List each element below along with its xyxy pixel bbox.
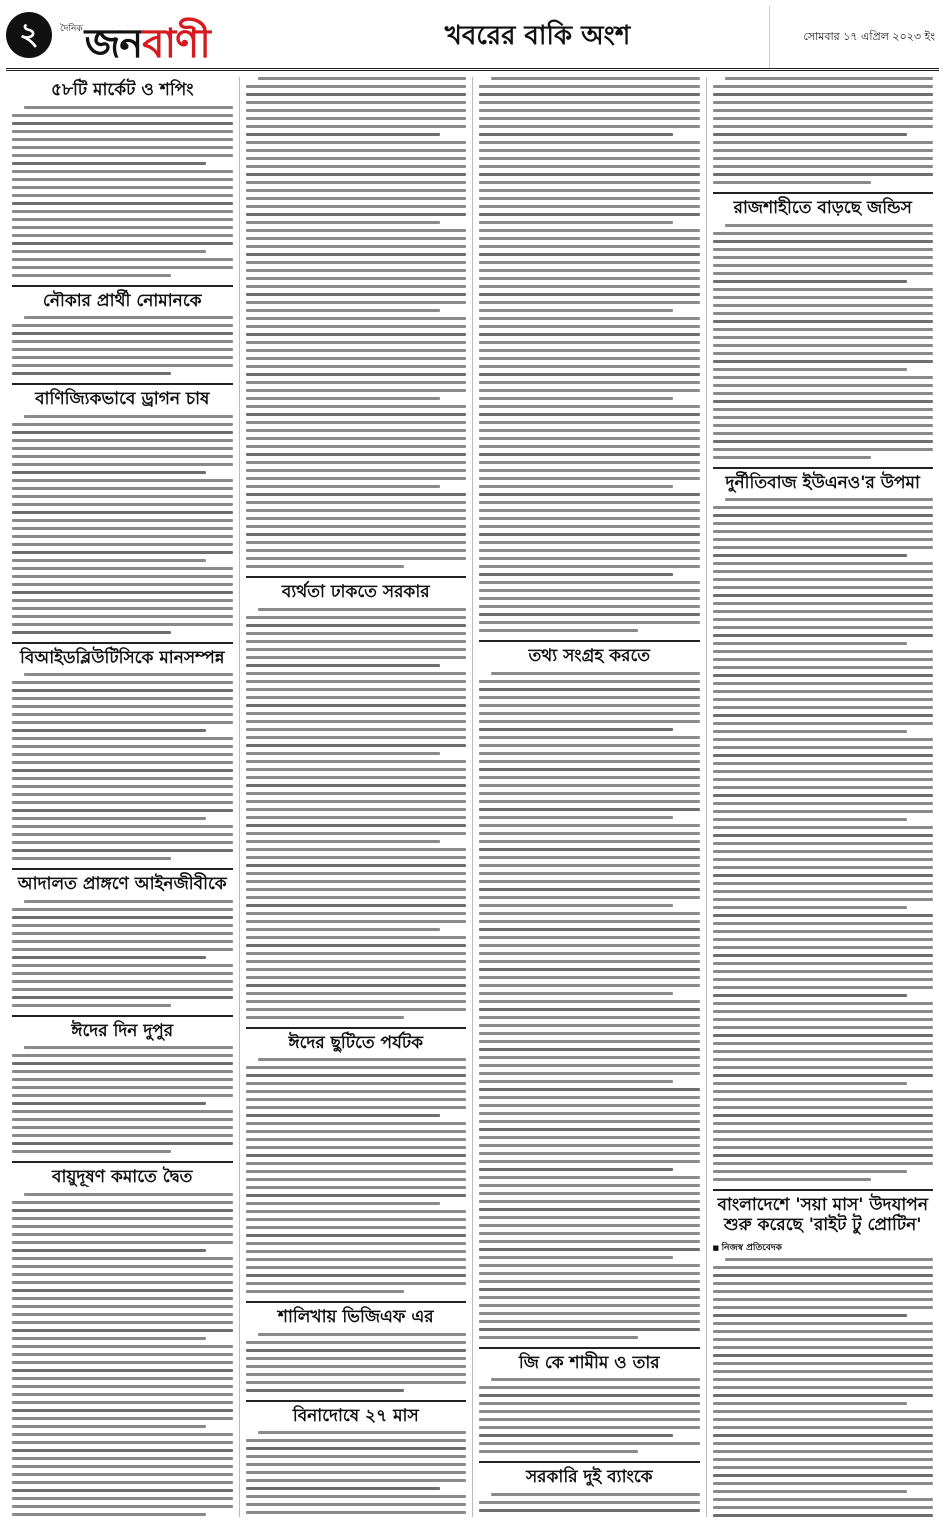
story-body-text — [12, 900, 233, 1007]
story-body-text — [479, 77, 700, 632]
news-story — [713, 77, 934, 184]
news-story — [12, 285, 233, 376]
story-body-text — [12, 1046, 233, 1153]
news-story — [12, 81, 233, 277]
story-headline: বায়ুদূষণ কমাতে দ্বৈত — [12, 1161, 233, 1188]
news-story — [479, 640, 700, 1339]
section-title — [306, 6, 769, 68]
story-headline: ঈদের ছুটিতে পর্যটক — [246, 1027, 467, 1054]
news-story — [713, 192, 934, 459]
story-headline: বাণিজ্যিকভাবে ড্রাগন চাষ — [12, 383, 233, 410]
news-story — [479, 1347, 700, 1454]
issue-date: সোমবার ১৭ এপ্রিল ২০২৩ ইং — [769, 6, 939, 68]
page-number-badge: ২ — [6, 12, 52, 58]
story-headline: ঈদের দিন দুপুর — [12, 1015, 233, 1042]
news-columns — [6, 77, 939, 1517]
news-story — [12, 1015, 233, 1154]
news-story — [12, 868, 233, 1007]
story-headline: শালিখায় ভিজিএফ এর — [246, 1301, 467, 1328]
story-body-text — [713, 224, 934, 459]
news-story — [713, 467, 934, 1182]
news-story — [246, 576, 467, 1019]
logo-text-part2: বাণী — [142, 20, 210, 67]
news-story — [479, 77, 700, 632]
story-headline: বিআইডব্লিউটিসিকে মানসম্পন্ন — [12, 642, 233, 669]
news-story — [713, 1189, 934, 1517]
story-headline: রাজশাহীতে বাড়ছে জন্ডিস — [713, 192, 934, 219]
story-body-text — [12, 316, 233, 375]
story-body-text — [713, 1258, 934, 1517]
story-headline: দুর্নীতিবাজ ইউএনও'র উপমা — [713, 467, 934, 494]
story-headline: সরকারি দুই ব্যাংকে — [479, 1461, 700, 1488]
news-story — [246, 1400, 467, 1517]
story-body-text — [246, 1431, 467, 1517]
column-3 — [473, 77, 707, 1517]
story-body-text — [246, 1333, 467, 1392]
news-story — [479, 1461, 700, 1517]
logo-text-part1: জন — [84, 20, 143, 67]
newspaper-logo — [60, 6, 210, 68]
story-headline: বাংলাদেশে 'সয়া মাস' উদযাপন শুরু করেছে 'রাইট টু প্রোটিন' — [713, 1189, 934, 1235]
story-body-text — [246, 77, 467, 568]
story-headline: বিনাদোষে ২৭ মাস — [246, 1400, 467, 1427]
news-story — [12, 642, 233, 861]
story-body-text — [12, 415, 233, 634]
story-body-text — [713, 77, 934, 184]
story-byline: ■ নিজস্ব প্রতিবেদক — [713, 1240, 934, 1255]
story-body-text — [12, 106, 233, 277]
story-headline: আদালত প্রাঙ্গণে আইনজীবীকে — [12, 868, 233, 895]
story-body-text — [12, 1193, 233, 1517]
section-title-text: খবরের বাকি অংশ — [435, 13, 640, 61]
story-headline: নৌকার প্রার্থী নোমানকে — [12, 285, 233, 312]
story-body-text — [479, 1493, 700, 1517]
story-body-text — [246, 1058, 467, 1293]
news-story — [246, 77, 467, 568]
story-body-text — [12, 673, 233, 860]
column-2 — [240, 77, 474, 1517]
story-headline: ৫৮টি মার্কেট ও শপিং — [50, 80, 194, 100]
masthead — [6, 6, 939, 71]
story-body-text — [246, 608, 467, 1019]
daily-label: দৈনিক — [60, 24, 83, 34]
story-body-text — [479, 672, 700, 1339]
column-4 — [707, 77, 940, 1517]
news-story — [246, 1027, 467, 1294]
news-story — [12, 383, 233, 634]
story-headline: ব্যর্থতা ঢাকতে সরকার — [246, 576, 467, 603]
story-headline: তথ্য সংগ্রহ করতে — [479, 640, 700, 667]
story-body-text — [479, 1378, 700, 1453]
story-body-text — [713, 498, 934, 1181]
column-1 — [6, 77, 240, 1517]
news-story — [12, 1161, 233, 1517]
story-headline: জি কে শামীম ও তার — [479, 1347, 700, 1374]
news-story — [246, 1301, 467, 1392]
